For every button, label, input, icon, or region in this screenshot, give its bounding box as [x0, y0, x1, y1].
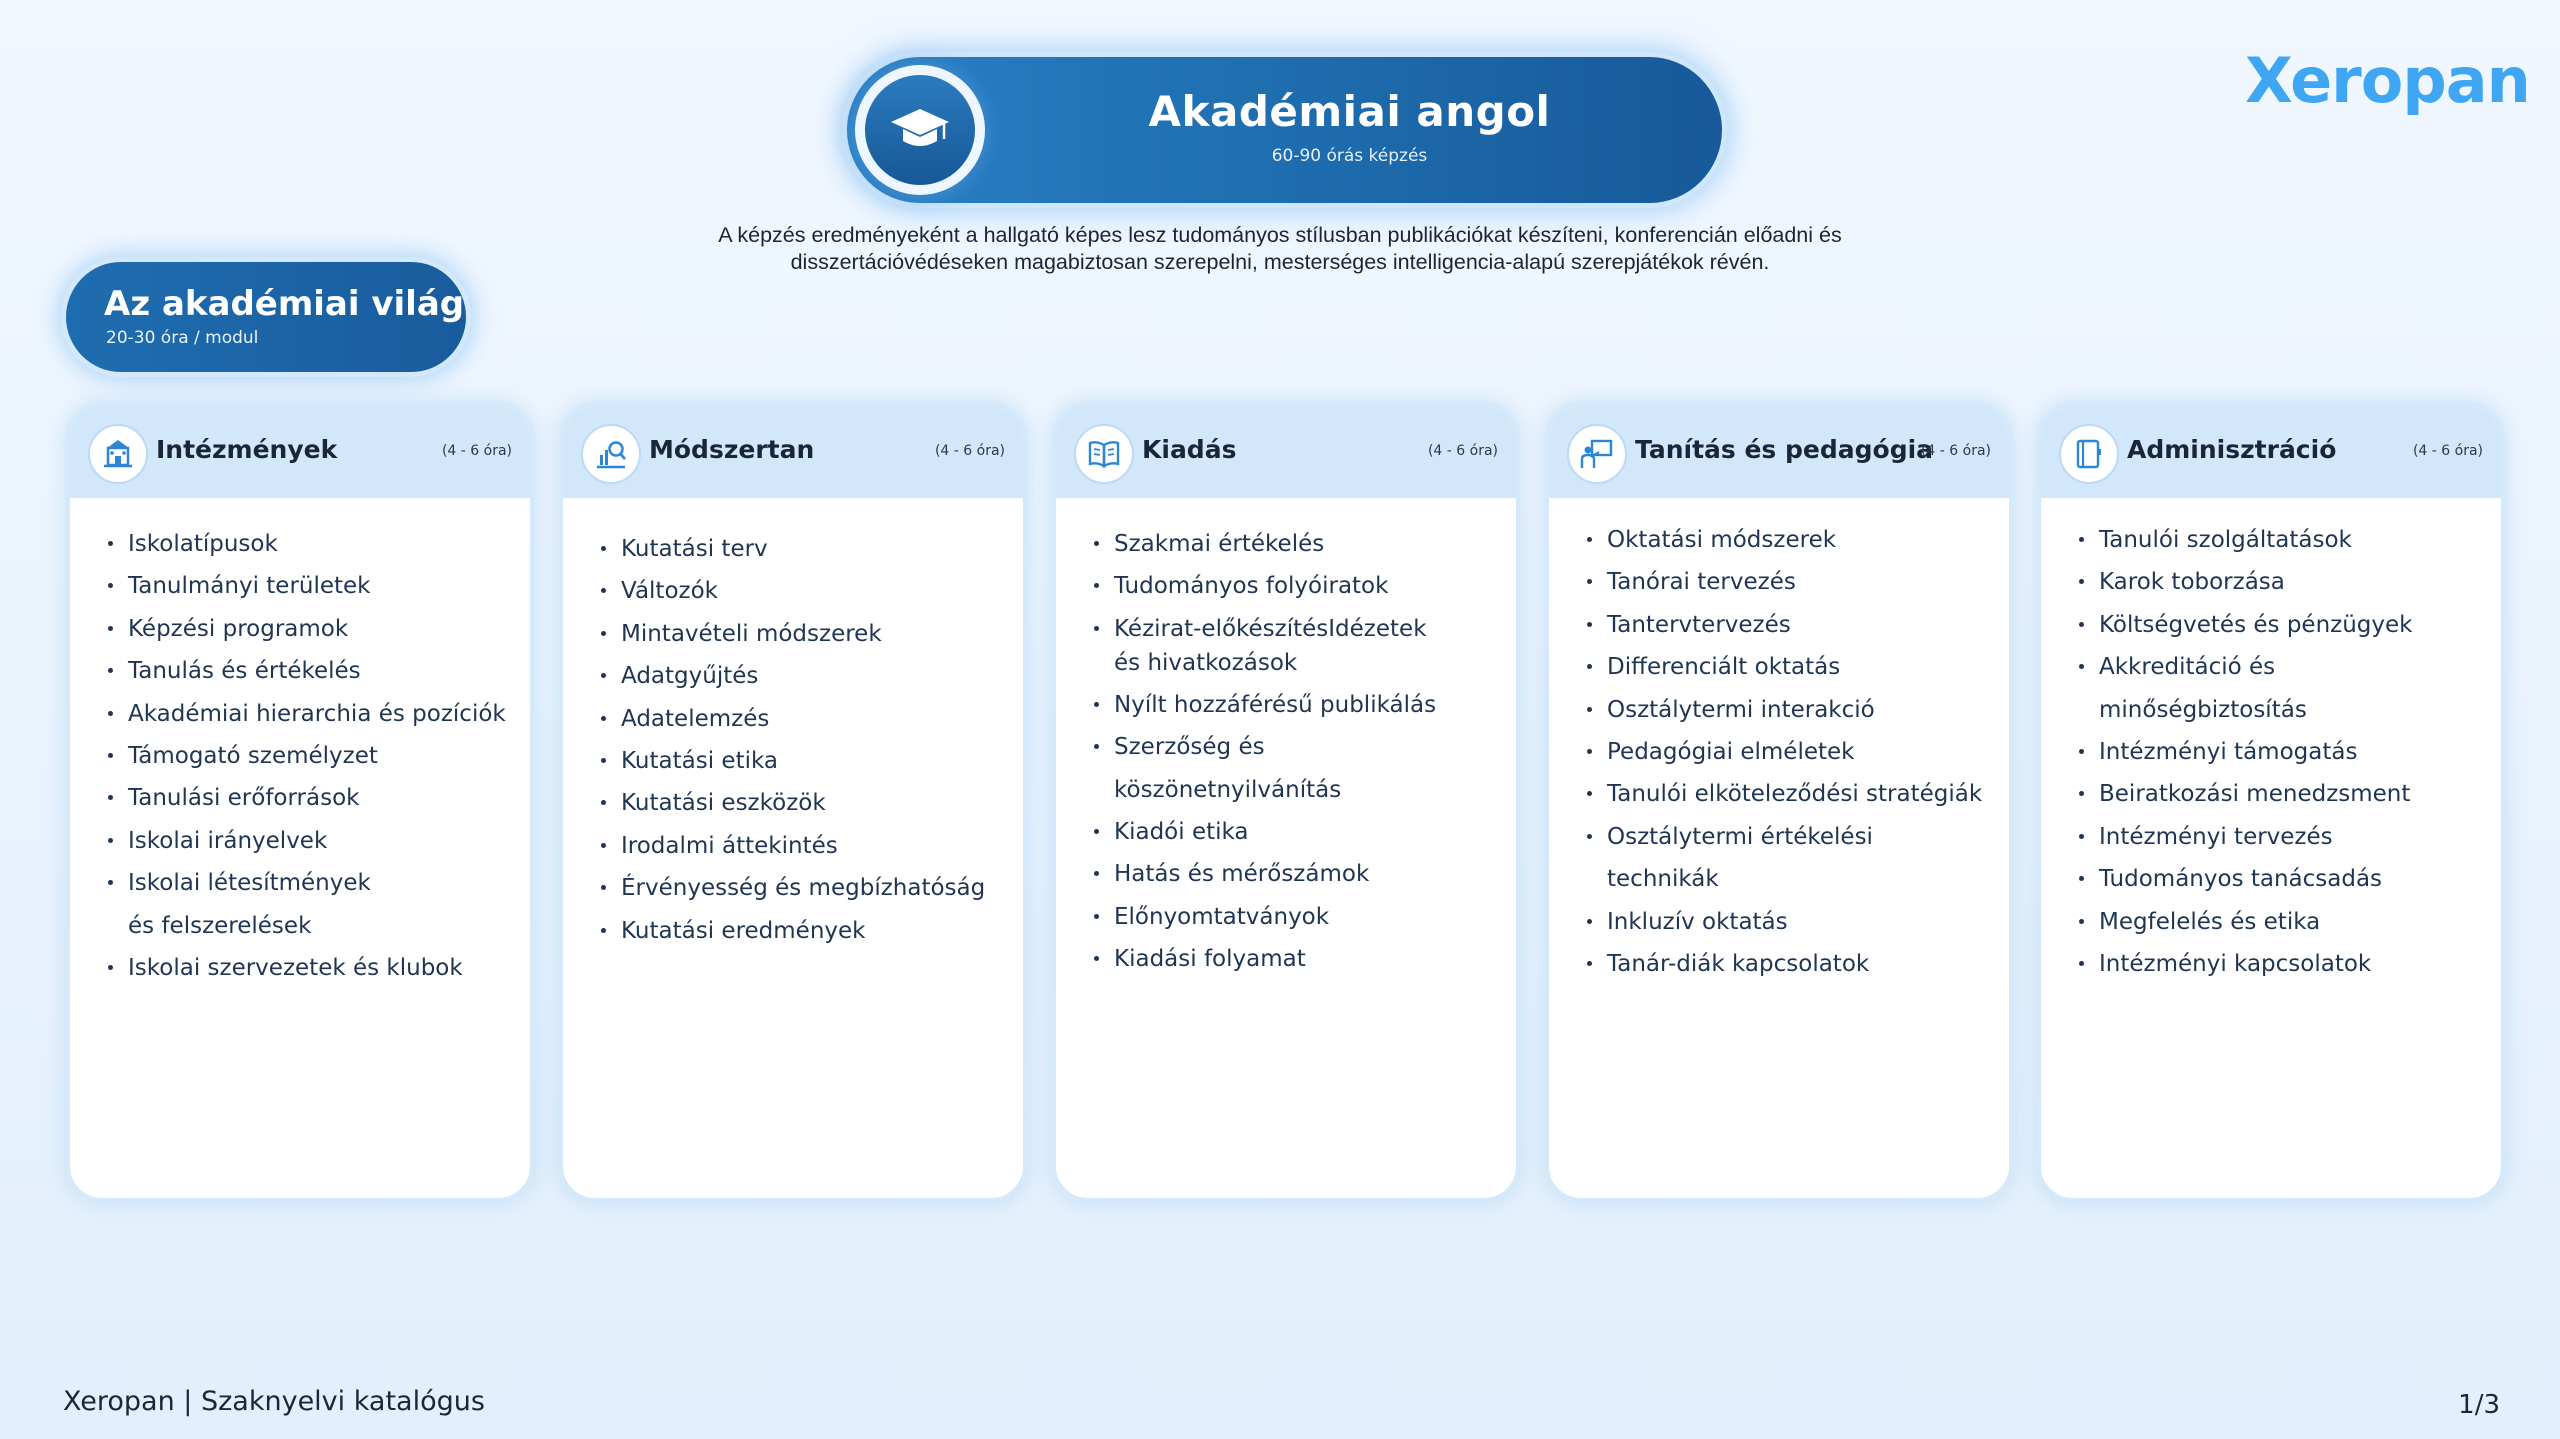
card-hours: (4 - 6 óra)	[1427, 443, 1498, 459]
course-icon-badge	[855, 65, 985, 195]
list-item: Költségvetés és pénzügyek	[2079, 604, 2481, 646]
graduation-cap-icon	[865, 75, 975, 185]
card-header	[2041, 406, 2501, 498]
open-book-icon	[1074, 424, 1134, 484]
list-item: Kutatási eszközök	[601, 782, 1003, 824]
module-badge	[66, 262, 466, 372]
list-item: Intézményi támogatás	[2079, 731, 2481, 773]
list-item: Inkluzív oktatás	[1587, 901, 1989, 943]
card-header	[1056, 406, 1516, 498]
card-header	[563, 406, 1023, 498]
list-item: Iskolatípusok	[108, 523, 510, 565]
list-item: Hatás és mérőszámok	[1094, 853, 1496, 895]
list-item: Kézirat-előkészítésIdézetek és hivatkozások	[1094, 608, 1496, 684]
list-item: Szakmai értékelés	[1094, 523, 1496, 565]
card-hours: (4 - 6 óra)	[1920, 443, 1991, 459]
list-item: Akkreditáció és minőségbiztosítás	[2079, 646, 2481, 731]
card-title: Kiadás	[1142, 435, 1237, 464]
list-item: Tanórai tervezés	[1587, 561, 1989, 603]
list-item: Oktatási módszerek	[1587, 519, 1989, 561]
list-item: Adatelemzés	[601, 698, 1003, 740]
list-item: Adatgyűjtés	[601, 655, 1003, 697]
list-item: Irodalmi áttekintés	[601, 825, 1003, 867]
topic-list	[601, 528, 1003, 952]
topic-list	[108, 523, 510, 989]
list-item: Kutatási eredmények	[601, 910, 1003, 952]
teacher-board-icon	[1567, 424, 1627, 484]
list-item: Beiratkozási menedzsment	[2079, 773, 2481, 815]
list-item: Tanulói szolgáltatások	[2079, 519, 2481, 561]
topic-card-tanitas	[1545, 402, 2013, 1202]
card-title: Módszertan	[649, 435, 815, 464]
list-item: Tanulás és értékelés	[108, 650, 510, 692]
module-duration: 20-30 óra / modul	[106, 328, 259, 348]
list-item: Intézményi tervezés	[2079, 816, 2481, 858]
list-item: Intézményi kapcsolatok	[2079, 943, 2481, 985]
list-item: Osztálytermi értékelési technikák	[1587, 816, 1989, 901]
card-title: Intézmények	[156, 435, 338, 464]
card-title: Adminisztráció	[2127, 435, 2337, 464]
list-item: Tanulói elköteleződési stratégiák	[1587, 773, 1989, 815]
list-item: Tudományos folyóiratok	[1094, 565, 1496, 607]
list-item: Érvényesség és megbízhatóság	[601, 867, 1003, 909]
list-item: Mintavételi módszerek	[601, 613, 1003, 655]
list-item: Tanár-diák kapcsolatok	[1587, 943, 1989, 985]
course-description: A képzés eredményeként a hallgató képes lesz tudományos stílusban publikációkat készíteni, konferencián előadni és disszertációvédéseken magabiztosan szerepelni, mesterséges intelligencia-alapú szerepjátékok révén.	[718, 223, 1842, 274]
list-item: Előnyomtatványok	[1094, 896, 1496, 938]
topic-card-modszertan	[559, 402, 1027, 1202]
course-title: Akadémiai angol	[1148, 87, 1551, 136]
list-item: Akadémiai hierarchia és pozíciók	[108, 693, 510, 735]
list-item: Iskolai szervezetek és klubok	[108, 947, 510, 989]
card-title: Tanítás és pedagógia	[1635, 435, 1934, 464]
list-item: Karok toborzása	[2079, 561, 2481, 603]
list-item: Iskolai létesítmények és felszerelések	[108, 862, 510, 947]
module-title: Az akadémiai világ	[104, 284, 465, 324]
xeropan-logo: Xeropan	[2245, 44, 2530, 117]
topic-list	[2079, 519, 2481, 985]
course-duration: 60-90 órás képzés	[1271, 146, 1428, 166]
topic-card-intezmenyek	[66, 402, 534, 1202]
list-item: Támogató személyzet	[108, 735, 510, 777]
list-item: Nyílt hozzáférésű publikálás	[1094, 684, 1496, 726]
topic-card-adminisztracio	[2037, 402, 2505, 1202]
list-item: Képzési programok	[108, 608, 510, 650]
list-item: Változók	[601, 570, 1003, 612]
list-item: Kiadási folyamat	[1094, 938, 1496, 980]
card-hours: (4 - 6 óra)	[441, 443, 512, 459]
list-item: Tanulási erőforrások	[108, 777, 510, 819]
card-hours: (4 - 6 óra)	[934, 443, 1005, 459]
list-item: Tanulmányi területek	[108, 565, 510, 607]
topic-list	[1094, 523, 1496, 981]
list-item: Kiadói etika	[1094, 811, 1496, 853]
list-item: Kutatási etika	[601, 740, 1003, 782]
course-title-banner	[847, 57, 1722, 203]
list-item: Megfelelés és etika	[2079, 901, 2481, 943]
list-item: Tantervtervezés	[1587, 604, 1989, 646]
list-item: Kutatási terv	[601, 528, 1003, 570]
footer-catalog-label: Xeropan | Szaknyelvi katalógus	[63, 1386, 485, 1417]
card-hours: (4 - 6 óra)	[2412, 443, 2483, 459]
card-header	[70, 406, 530, 498]
list-item: Pedagógiai elméletek	[1587, 731, 1989, 773]
school-building-icon	[88, 424, 148, 484]
list-item: Differenciált oktatás	[1587, 646, 1989, 688]
list-item: Tudományos tanácsadás	[2079, 858, 2481, 900]
topic-card-kiadas	[1052, 402, 1520, 1202]
list-item: Osztálytermi interakció	[1587, 689, 1989, 731]
card-header	[1549, 406, 2009, 498]
chart-magnifier-icon	[581, 424, 641, 484]
page-number: 1/3	[2458, 1390, 2500, 1420]
topic-list	[1587, 519, 1989, 985]
list-item: Iskolai irányelvek	[108, 820, 510, 862]
list-item: Szerzőség és köszönetnyilvánítás	[1094, 726, 1496, 811]
folder-document-icon	[2059, 424, 2119, 484]
